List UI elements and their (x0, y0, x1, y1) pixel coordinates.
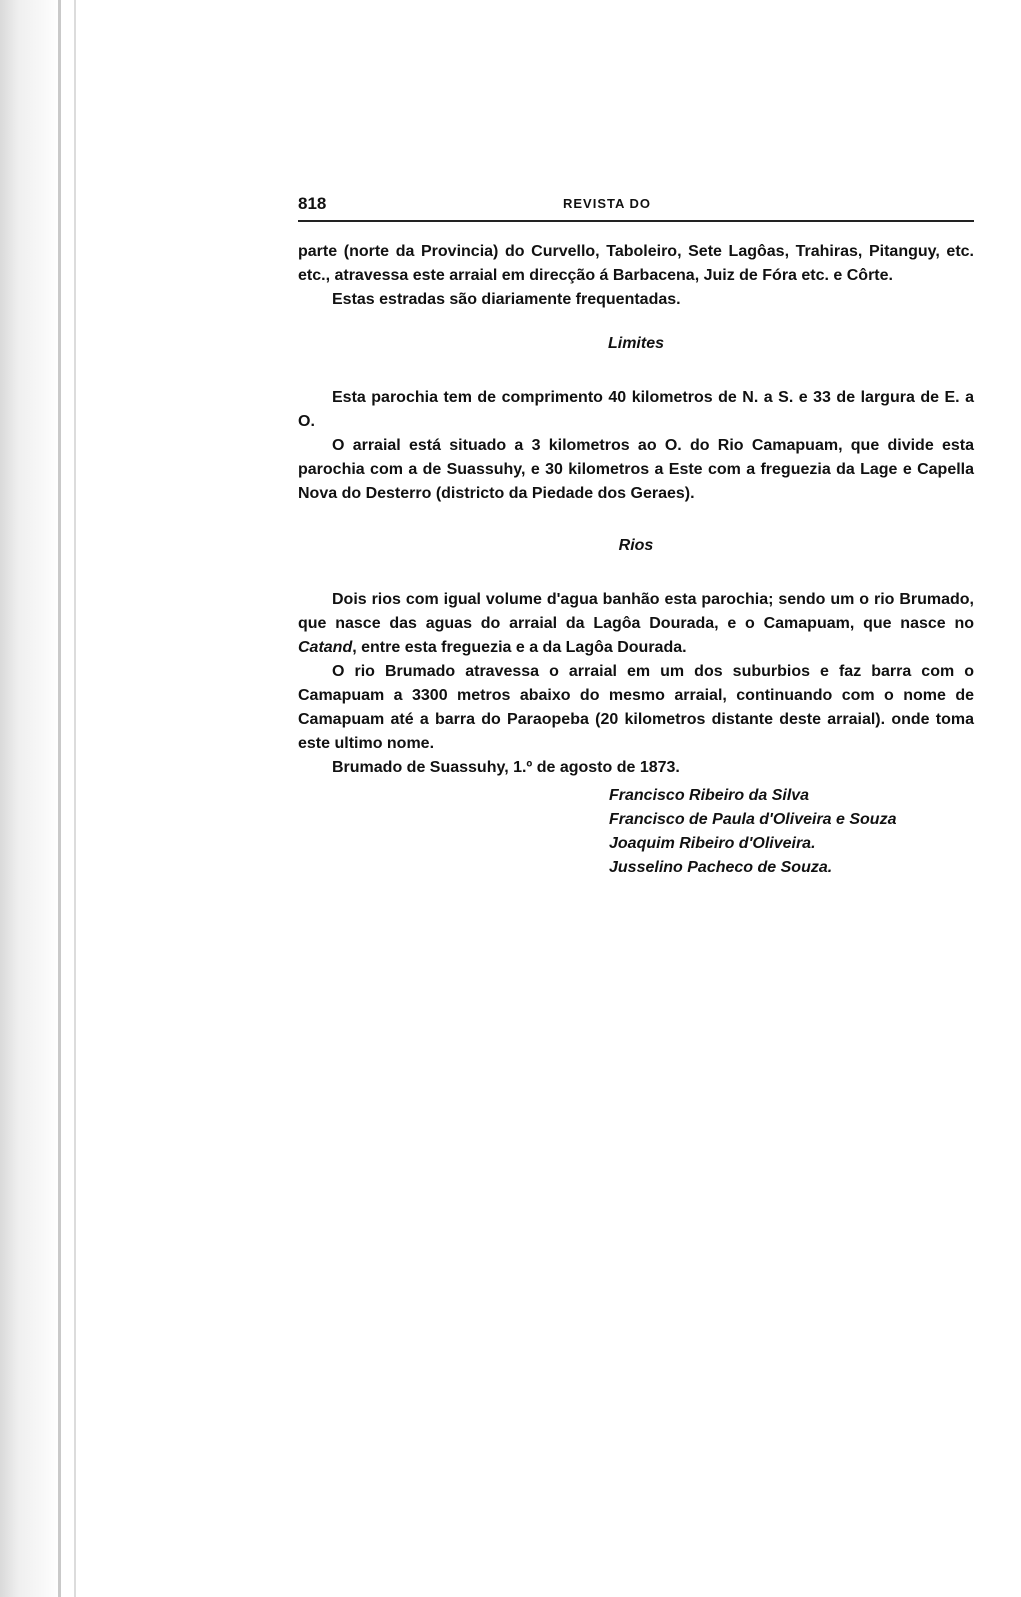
rios-paragraph-rivers (298, 588, 974, 660)
signature-line: Francisco de Paula d'Oliveira e Souza (609, 811, 897, 828)
limites-paragraph-dimensions: Esta parochia tem de comprimento 40 kilometros de N. a S. e 33 de largura de E. a O. (298, 389, 974, 430)
signature-line: Jusselino Pacheco de Souza. (609, 859, 833, 876)
intro-paragraph: parte (norte da Provincia) do Curvello, Taboleiro, Sete Lagôas, Trahiras, Pitanguy, etc. etc., atravessa este arraial em direcção á Barbacena, Juiz de Fóra etc. e Côrte. (298, 243, 974, 284)
rios-text-part-2: , entre esta freguezia e a da Lagôa Dourada. (352, 639, 687, 656)
dateline: Brumado de Suassuhy, 1.º de agosto de 1873. (332, 759, 680, 776)
signature-line: Francisco Ribeiro da Silva (609, 787, 810, 804)
scan-binding-line-secondary (74, 0, 76, 1597)
document-page (298, 190, 974, 880)
scan-binding-line (58, 0, 61, 1597)
page-header (298, 190, 974, 222)
intro-paragraph-roads: Estas estradas são diariamente frequentadas. (332, 291, 681, 308)
scan-binding-edge (0, 0, 60, 1597)
section-title-rios: Rios (618, 537, 654, 554)
signature-block (298, 784, 974, 880)
signature-line: Joaquim Ribeiro d'Oliveira. (609, 835, 816, 852)
rios-place-name-italic: Catand (298, 639, 353, 656)
limites-paragraph-location: O arraial está situado a 3 kilometros ao O. do Rio Camapuam, que divide esta parochia com a de Suassuhy, e 30 kilometros a Este com a freguezia da Lage e Capella Nova do Desterro (districto da Piedade dos Geraes). (298, 437, 974, 502)
running-head: REVISTA DO (563, 196, 652, 211)
section-title-limites: Limites (607, 335, 664, 352)
rios-text-part-1: Dois rios com igual volume d'agua banhão esta parochia; sendo um o rio Brumado, que nasce das aguas do arraial da Lagôa Dourada, e o Camapuam, que nasce no (298, 591, 974, 632)
page-number: 818 (298, 194, 327, 213)
rios-paragraph-brumado: O rio Brumado atravessa o arraial em um dos suburbios e faz barra com o Camapuam a 3300 metros abaixo do mesmo arraial, continuando com o nome de Camapuam até a barra do Paraopeba (20 kilometros distante deste arraial). onde toma este ultimo nome. (298, 663, 974, 752)
